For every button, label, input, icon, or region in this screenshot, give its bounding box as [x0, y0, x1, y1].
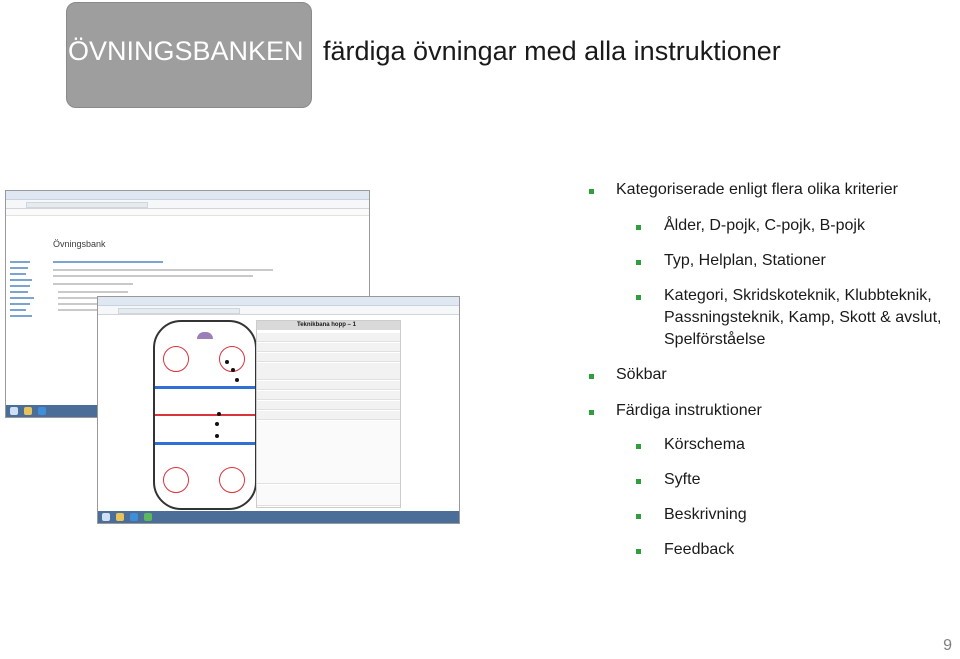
bullet-square-icon [589, 189, 594, 194]
taskbar [98, 511, 459, 523]
start-icon [102, 513, 110, 521]
bullet-syfte: Syfte [664, 471, 701, 488]
table-row [257, 343, 400, 352]
start-icon [10, 407, 18, 415]
table-row [257, 421, 400, 484]
slide-title-box-text: ÖVNINGSBANKEN [68, 36, 304, 66]
bullet-square-icon [636, 479, 641, 484]
browser-icon [130, 513, 138, 521]
bullet-square-icon [589, 374, 594, 379]
bullet-square-icon [589, 410, 594, 415]
table-row [257, 391, 400, 400]
player-marker [231, 368, 235, 372]
browser-address-bar [6, 200, 369, 209]
browser-menu-bar [6, 209, 369, 216]
folder-icon [24, 407, 32, 415]
folder-icon [116, 513, 124, 521]
browser-icon [38, 407, 46, 415]
bullet-kategori-line3: Spelförståelse [664, 331, 766, 348]
player-marker [225, 360, 229, 364]
faceoff-circle [163, 346, 189, 372]
faceoff-circle [163, 467, 189, 493]
table-row [257, 381, 400, 390]
goal-crease [197, 332, 213, 339]
bullet-square-icon [636, 260, 641, 265]
bullet-square-icon [636, 225, 641, 230]
bullet-square-icon [636, 295, 641, 300]
slide-subtitle: färdiga övningar med alla instruktioner [323, 36, 781, 66]
bullet-alder: Ålder, D-pojk, C-pojk, B-pojk [664, 217, 865, 234]
table-row [257, 401, 400, 410]
bullet-sokbar: Sökbar [616, 366, 667, 383]
exercise-info-table [256, 320, 401, 508]
player-marker [215, 422, 219, 426]
bullet-kategori-line1: Kategori, Skridskoteknik, Klubbteknik, [664, 287, 932, 304]
page-number: 9 [943, 637, 952, 654]
bullet-feedback: Feedback [664, 541, 735, 558]
player-marker [217, 412, 221, 416]
bullet-typ: Typ, Helplan, Stationer [664, 252, 826, 269]
browser-tab-bar [98, 297, 459, 306]
table-row [257, 485, 400, 506]
player-marker [215, 434, 219, 438]
center-red-line [155, 414, 255, 416]
blue-line [155, 442, 255, 445]
player-marker [235, 378, 239, 382]
blue-line [155, 386, 255, 389]
bullet-kategori-line2: Passningsteknik, Kamp, Skott & avslut, [664, 309, 942, 326]
site-logo-text: Övningsbank [53, 239, 106, 249]
table-row [257, 333, 400, 342]
bullet-kategoriserade: Kategoriserade enligt flera olika kriterier [616, 181, 898, 198]
app-icon [144, 513, 152, 521]
bullet-korschema: Körschema [664, 436, 745, 453]
table-row [257, 411, 400, 420]
bullet-fardiga: Färdiga instruktioner [616, 402, 762, 419]
bullet-square-icon [636, 514, 641, 519]
drill-diagram-rink [153, 320, 257, 510]
browser-tab-bar [6, 191, 369, 200]
exercise-title: Teknikbana hopp – 1 [297, 322, 356, 328]
table-row [257, 353, 400, 362]
browser-address-bar [98, 306, 459, 315]
screenshot-exercise-detail [97, 296, 460, 524]
table-row [257, 363, 400, 380]
faceoff-circle [219, 467, 245, 493]
bullet-square-icon [636, 549, 641, 554]
bullet-beskrivning: Beskrivning [664, 506, 747, 523]
bullet-square-icon [636, 444, 641, 449]
